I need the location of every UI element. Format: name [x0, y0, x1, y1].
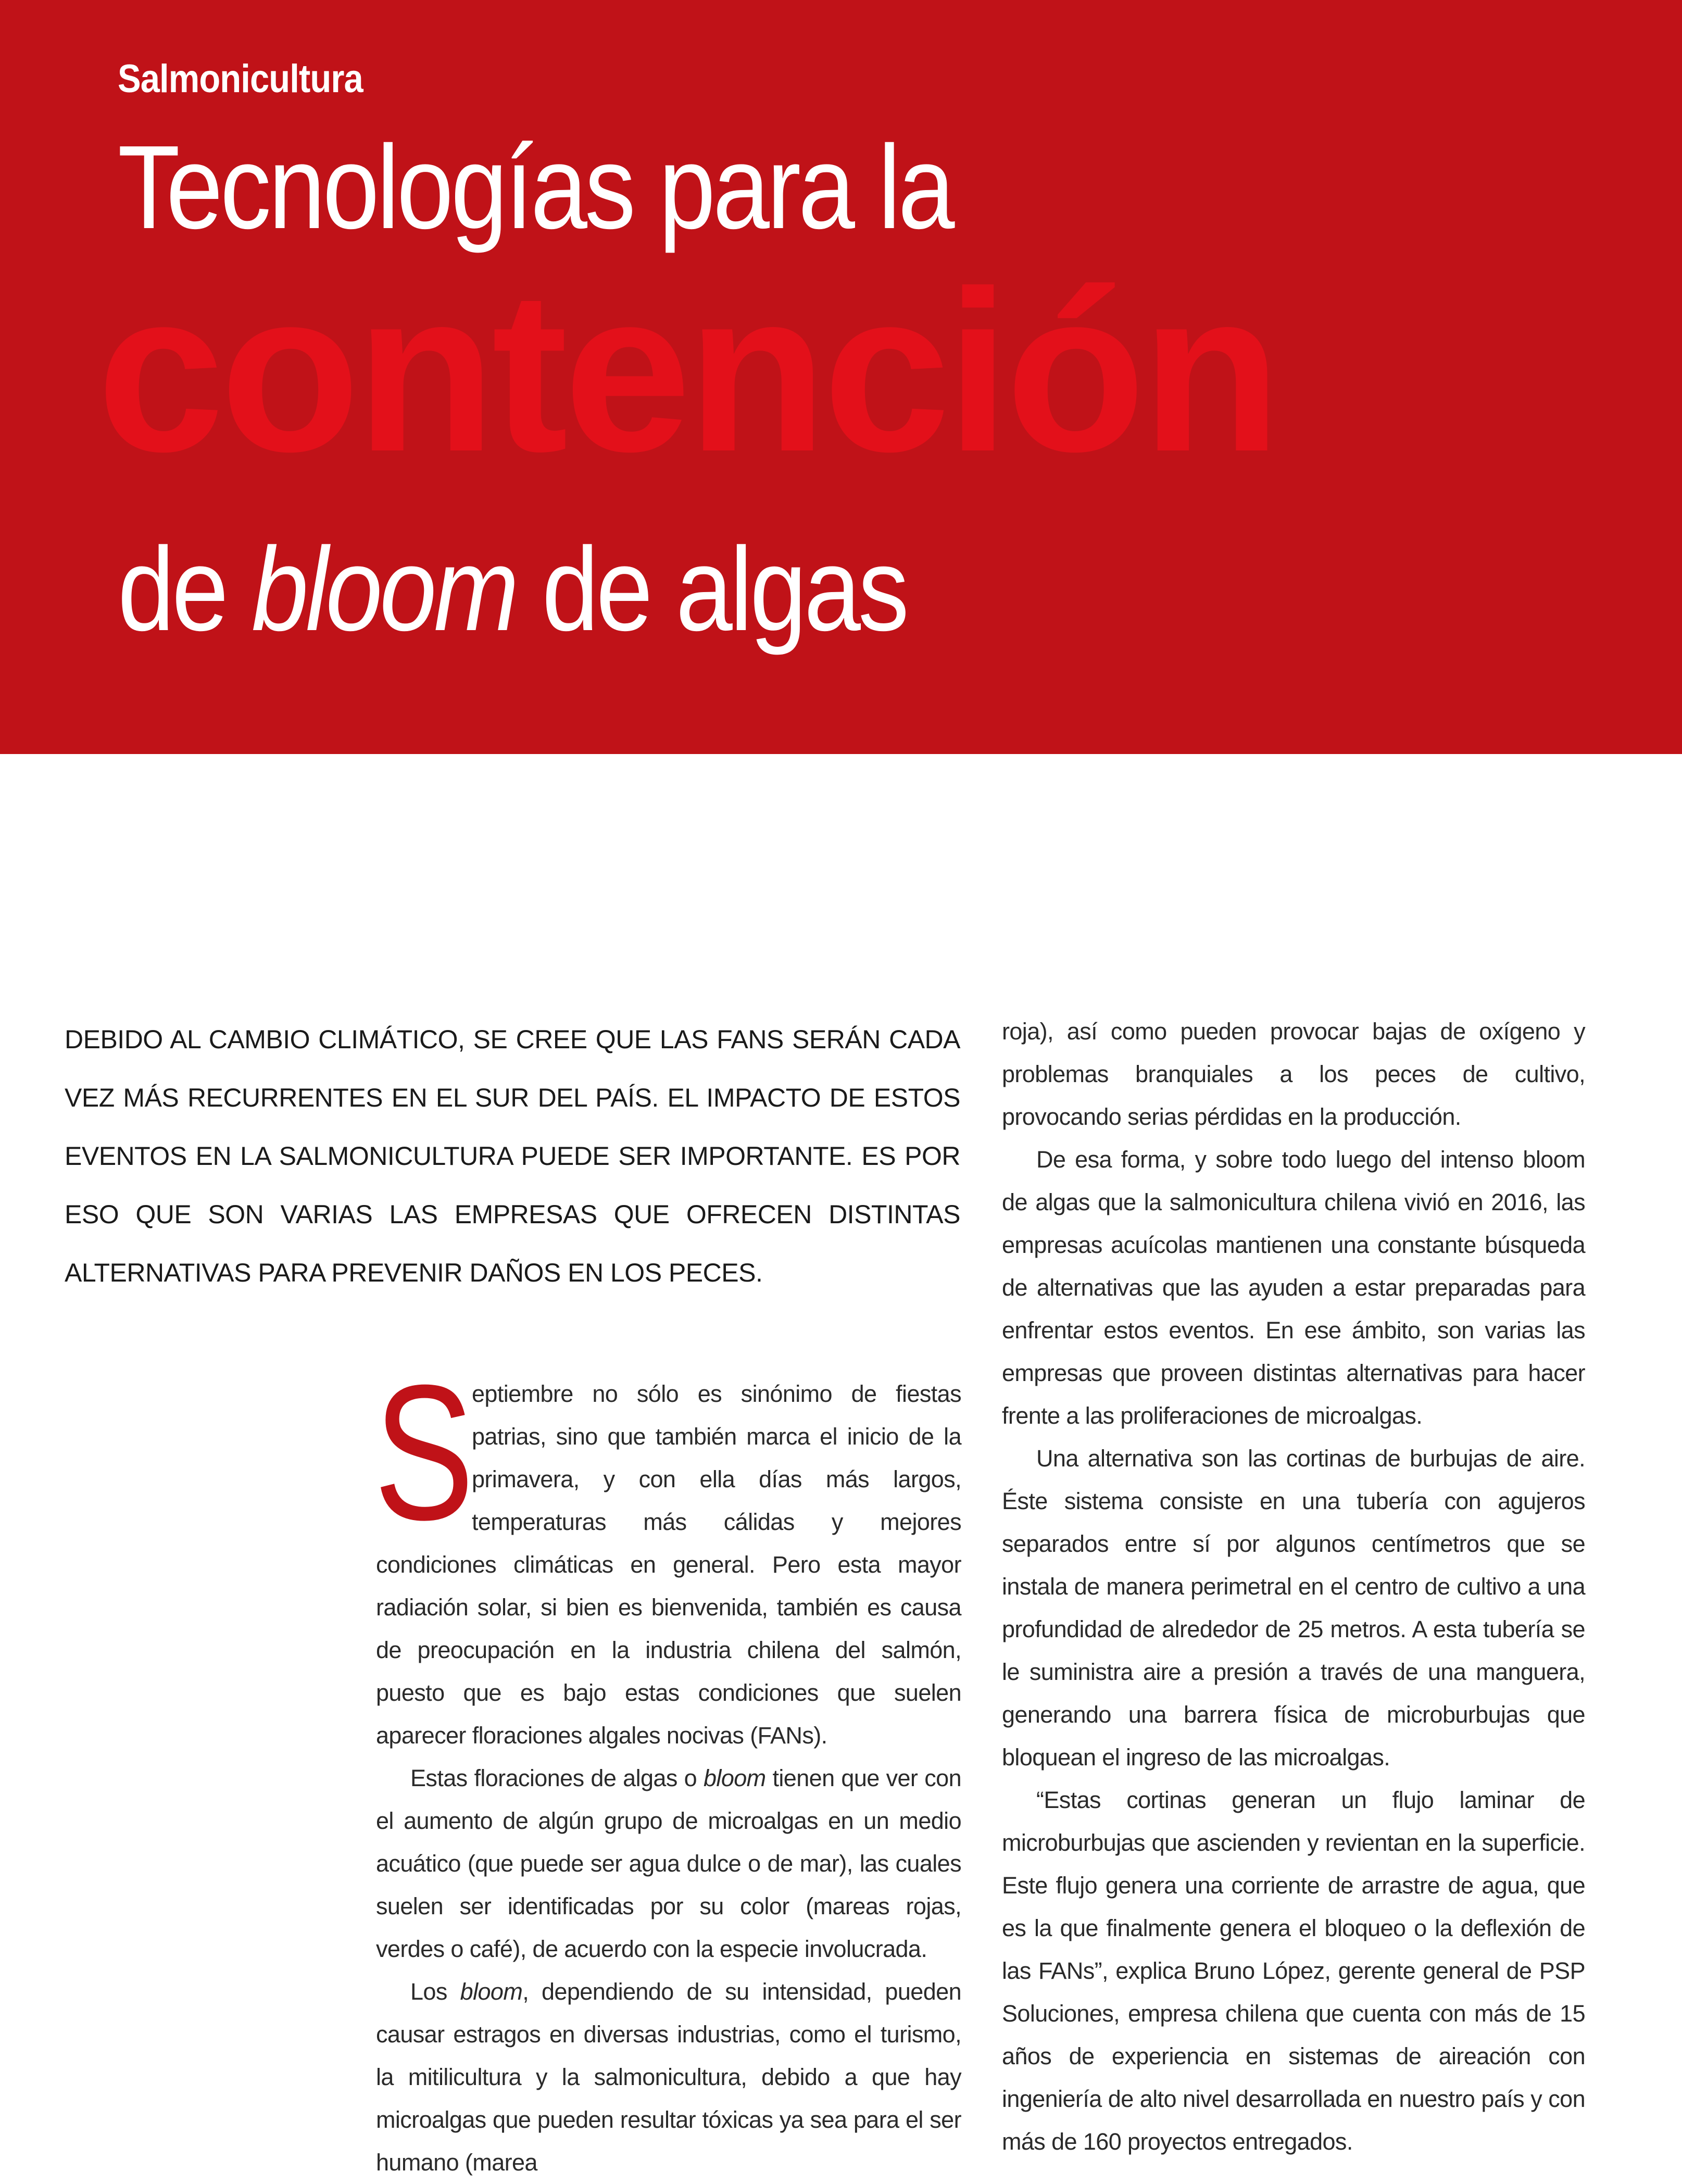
body-paragraph-5: Una alternativa son las cortinas de burbujas de aire. Éste sistema consiste en una tubería con agujeros separados entre sí por algunos centímetros que se instala de manera perimetral en el centro de cultivo a una profundidad de alrededor de 25 metros. A esta tubería se le suministra aire a presión a través de una manguera, generando una barrera física de microburbujas que bloquean el ingreso de las microalgas.: [1002, 1445, 1585, 1771]
p3-em: bloom: [460, 1978, 523, 2005]
section-label: Salmonicultura: [118, 57, 363, 101]
header-banner: [0, 0, 1682, 754]
body-paragraph-4: De esa forma, y sobre todo luego del intenso bloom de algas que la salmonicultura chilena vivió en 2016, las empresas acuícolas mantienen una constante búsqueda de alternativas que las ayuden a estar preparadas para enfrentar estos eventos. En ese ámbito, son varias las empresas que proveen distintas alternativas para hacer frente a las proliferaciones de microalgas.: [1002, 1146, 1585, 1429]
p3-a: Los: [410, 1978, 460, 2005]
title-line-1: Tecnologías para la: [118, 121, 952, 254]
body-paragraph-2: [376, 1757, 961, 1970]
body-paragraph-6: “Estas cortinas generan un flujo laminar de microburbujas que ascienden y revientan en la superficie. Este flujo genera una corriente de arrastre de agua, que es la que finalmente genera el bloqueo o la deflexión de las FANs”, explica Bruno López, gerente general de PSP Soluciones, empresa chilena que cuenta con más de 15 años de experiencia en sistemas de aireación con ingeniería de alto nivel desarrollada en nuestro país y con más de 160 proyectos entregados.: [1002, 1787, 1585, 2155]
lead-paragraph: DEBIDO AL CAMBIO CLIMÁTICO, SE CREE QUE LAS FANS SERÁN CADA VEZ MÁS RECURRENTES EN EL SUR DEL PAÍS. EL IMPACTO DE ESTOS EVENTOS EN LA SALMONICULTURA PUEDE SER IMPORTANTE. ES POR ESO QUE SON VARIAS LAS EMPRESAS QUE OFRECEN DISTINTAS ALTERNATIVAS PARA PREVENIR DAÑOS EN LOS PECES.: [65, 1025, 960, 1287]
title-line-2: contención: [97, 244, 1277, 499]
body-column-right: [1002, 1010, 1585, 2163]
body-paragraph-3-continued: roja), así como pueden provocar bajas de oxígeno y problemas branquiales a los peces de cultivo, provocando serias pérdidas en la producción.: [1002, 1018, 1585, 1130]
title-line-3: [118, 522, 907, 658]
title-line-3-em: bloom: [252, 523, 517, 656]
drop-cap: S: [374, 1345, 474, 1560]
p3-b: , dependiendo de su intensidad, pueden causar estragos en diversas industrias, como el turismo, la mitilicultura y la salmonicultura, debido a que hay microalgas que pueden resultar tóxicas ya sea para el ser humano (marea: [376, 1978, 961, 2176]
body-paragraph-1: eptiembre no sólo es sinónimo de fiestas patrias, sino que también marca el inicio de la primavera, y con ella días más largos, temperaturas más cálidas y mejores condiciones climáticas en general. Pero esta mayor radiación solar, si bien es bienvenida, también es causa de preocupación en la industria chilena del salmón, puesto que es bajo estas condiciones que suelen aparecer floraciones algales nocivas (FANs).: [376, 1380, 961, 1749]
title-line-3-a: de: [118, 523, 252, 656]
title-line-3-b: de algas: [516, 523, 907, 656]
p2-b: tienen que ver con el aumento de algún grupo de microalgas en un medio acuático (que puede ser agua dulce o de mar), las cuales suelen ser identificadas por su color (mareas rojas, verdes o café), de acuerdo con la especie involucrada.: [376, 1765, 961, 1962]
body-paragraph-3: [376, 1970, 961, 2184]
body-column-middle: [374, 1345, 961, 2184]
p2-a: Estas floraciones de algas o: [410, 1765, 704, 1791]
p2-em: bloom: [704, 1765, 766, 1791]
